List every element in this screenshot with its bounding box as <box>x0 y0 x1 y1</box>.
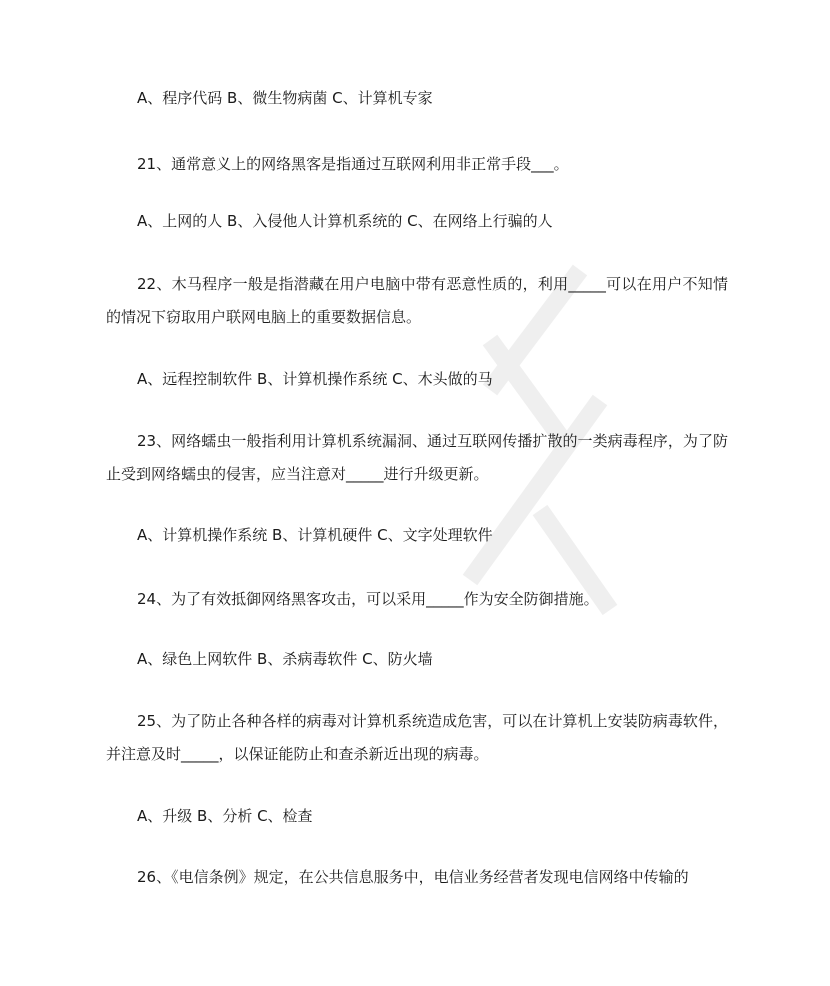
question-text: 21、通常意义上的网络黑客是指通过互联网利用非正常手段___。 <box>137 155 569 173</box>
question-options: A、上网的人 B、入侵他人计算机系统的 C、在网络上行骗的人 <box>137 212 553 230</box>
question-text: 24、为了有效抵御网络黑客攻击，可以采用_____作为安全防御措施。 <box>137 590 599 608</box>
question-text: 26、《电信条例》规定，在公共信息服务中，电信业务经营者发现电信网络中传输的 <box>137 868 689 886</box>
question-text: 23、网络蠕虫一般指利用计算机系统漏洞、通过互联网传播扩散的一类病毒程序，为了防止受到网络蠕虫的侵害，应当注意对_____进行升级更新。 <box>106 432 728 483</box>
question-options: A、计算机操作系统 B、计算机硬件 C、文字处理软件 <box>137 526 493 544</box>
question-text: 25、为了防止各种各样的病毒对计算机系统造成危害，可以在计算机上安装防病毒软件，并注意及时_____，以保证能防止和查杀新近出现的病毒。 <box>106 712 728 763</box>
question-options: A、升级 B、分析 C、检查 <box>137 807 313 825</box>
question-options: A、绿色上网软件 B、杀病毒软件 C、防火墙 <box>137 650 433 668</box>
question-text: 22、木马程序一般是指潜藏在用户电脑中带有恶意性质的，利用_____可以在用户不知情的情况下窃取用户联网电脑上的重要数据信息。 <box>106 275 728 326</box>
question-options: A、程序代码 B、微生物病菌 C、计算机专家 <box>137 89 433 107</box>
question-options: A、远程控制软件 B、计算机操作系统 C、木头做的马 <box>137 370 493 388</box>
